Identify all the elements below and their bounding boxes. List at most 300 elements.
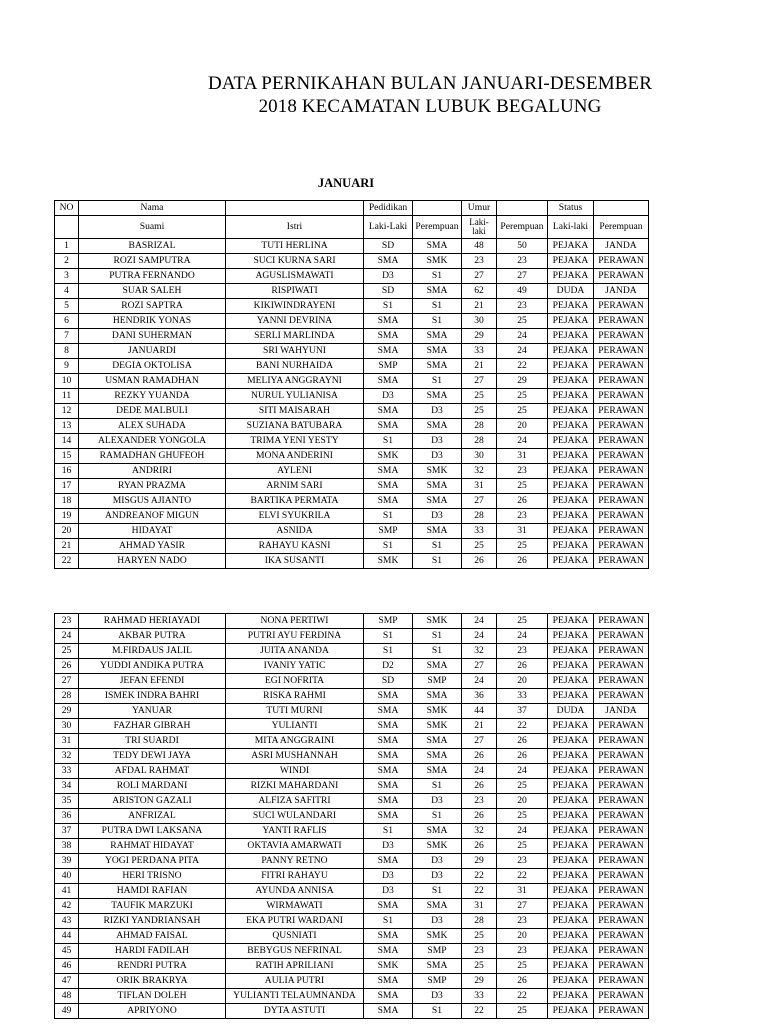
cell-pendidikan-perempuan: S1 <box>413 554 462 569</box>
cell-status-laki: PEJAKA <box>548 884 594 899</box>
cell-status-laki: PEJAKA <box>548 869 594 884</box>
cell-umur-perempuan: 24 <box>497 764 548 779</box>
cell-umur-perempuan: 25 <box>497 839 548 854</box>
cell-status-perempuan: PERAWAN <box>594 479 649 494</box>
cell-status-laki: PEJAKA <box>548 494 594 509</box>
cell-pendidikan-perempuan: S1 <box>413 314 462 329</box>
cell-umur-perempuan: 26 <box>497 749 548 764</box>
cell-umur-laki: 26 <box>462 779 497 794</box>
cell-pendidikan-perempuan: D3 <box>413 794 462 809</box>
table-row <box>55 689 649 704</box>
cell-status-perempuan: PERAWAN <box>594 299 649 314</box>
cell-no: 34 <box>55 779 79 794</box>
cell-no: 46 <box>55 959 79 974</box>
cell-pendidikan-perempuan: SMA <box>413 344 462 359</box>
cell-suami: FAZHAR GIBRAH <box>79 719 226 734</box>
cell-umur-laki: 29 <box>462 974 497 989</box>
cell-no: 27 <box>55 674 79 689</box>
cell-istri: OKTAVIA AMARWATI <box>226 839 364 854</box>
cell-status-perempuan: PERAWAN <box>594 779 649 794</box>
cell-suami: ROZI SAPTRA <box>79 299 226 314</box>
header-pendidikan: Pedidikan <box>364 201 413 216</box>
cell-suami: BASRIZAL <box>79 239 226 254</box>
cell-umur-perempuan: 25 <box>497 404 548 419</box>
cell-status-perempuan: PERAWAN <box>594 329 649 344</box>
cell-status-perempuan: PERAWAN <box>594 269 649 284</box>
cell-no: 35 <box>55 794 79 809</box>
cell-suami: HARDI FADILAH <box>79 944 226 959</box>
cell-status-laki: PEJAKA <box>548 989 594 1004</box>
cell-suami: AFDAL RAHMAT <box>79 764 226 779</box>
cell-umur-laki: 22 <box>462 884 497 899</box>
cell-umur-laki: 21 <box>462 719 497 734</box>
cell-istri: TUTI MURNI <box>226 704 364 719</box>
cell-umur-laki: 22 <box>462 869 497 884</box>
cell-istri: PUTRI AYU FERDINA <box>226 629 364 644</box>
cell-suami: AKBAR PUTRA <box>79 629 226 644</box>
table-row <box>55 404 649 419</box>
cell-pendidikan-laki: SMA <box>364 764 413 779</box>
cell-pendidikan-perempuan: SMP <box>413 974 462 989</box>
cell-no: 42 <box>55 899 79 914</box>
header-istri: Istri <box>226 216 364 239</box>
cell-umur-laki: 32 <box>462 824 497 839</box>
cell-umur-perempuan: 22 <box>497 989 548 1004</box>
cell-pendidikan-perempuan: S1 <box>413 884 462 899</box>
cell-status-perempuan: PERAWAN <box>594 884 649 899</box>
cell-istri: NURUL YULIANISA <box>226 389 364 404</box>
cell-pendidikan-laki: SMA <box>364 254 413 269</box>
cell-suami: PUTRA FERNANDO <box>79 269 226 284</box>
cell-istri: AGUSLISMAWATI <box>226 269 364 284</box>
cell-pendidikan-laki: SD <box>364 674 413 689</box>
table-row <box>55 284 649 299</box>
cell-pendidikan-perempuan: D3 <box>413 509 462 524</box>
cell-istri: SITI MAISARAH <box>226 404 364 419</box>
cell-umur-perempuan: 26 <box>497 554 548 569</box>
month-heading: JANUARI <box>317 176 375 190</box>
cell-status-perempuan: PERAWAN <box>594 899 649 914</box>
cell-suami: ARISTON GAZALI <box>79 794 226 809</box>
cell-istri: QUSNIATI <box>226 929 364 944</box>
cell-suami: HAMDI RAFIAN <box>79 884 226 899</box>
cell-pendidikan-laki: SMA <box>364 314 413 329</box>
table-row <box>55 869 649 884</box>
cell-suami: TAUFIK MARZUKI <box>79 899 226 914</box>
cell-no: 23 <box>55 614 79 629</box>
cell-no: 30 <box>55 719 79 734</box>
cell-pendidikan-laki: SD <box>364 239 413 254</box>
cell-pendidikan-laki: SMA <box>364 689 413 704</box>
cell-istri: WIRMAWATI <box>226 899 364 914</box>
cell-umur-laki: 28 <box>462 509 497 524</box>
cell-suami: PUTRA DWI LAKSANA <box>79 824 226 839</box>
cell-istri: SERLI MARLINDA <box>226 329 364 344</box>
cell-status-laki: PEJAKA <box>548 629 594 644</box>
cell-status-laki: PEJAKA <box>548 239 594 254</box>
cell-pendidikan-perempuan: SMK <box>413 614 462 629</box>
cell-istri: BANI NURHAIDA <box>226 359 364 374</box>
cell-umur-laki: 44 <box>462 704 497 719</box>
table-row <box>55 629 649 644</box>
cell-pendidikan-laki: SMA <box>364 479 413 494</box>
cell-umur-perempuan: 20 <box>497 419 548 434</box>
cell-suami: MISGUS AJIANTO <box>79 494 226 509</box>
cell-pendidikan-laki: SMA <box>364 749 413 764</box>
cell-suami: RYAN PRAZMA <box>79 479 226 494</box>
cell-pendidikan-perempuan: SMA <box>413 764 462 779</box>
table-row <box>55 989 649 1004</box>
table-row <box>55 1004 649 1019</box>
cell-istri: ALFIZA SAFITRI <box>226 794 364 809</box>
cell-pendidikan-laki: SMA <box>364 494 413 509</box>
cell-umur-laki: 32 <box>462 464 497 479</box>
cell-status-laki: PEJAKA <box>548 809 594 824</box>
cell-status-laki: PEJAKA <box>548 719 594 734</box>
cell-pendidikan-laki: SMP <box>364 614 413 629</box>
cell-no: 10 <box>55 374 79 389</box>
cell-pendidikan-perempuan: S1 <box>413 809 462 824</box>
cell-no: 16 <box>55 464 79 479</box>
cell-status-laki: PEJAKA <box>548 539 594 554</box>
header-row-1 <box>55 201 649 216</box>
cell-suami: DANI SUHERMAN <box>79 329 226 344</box>
table-row <box>55 704 649 719</box>
cell-no: 49 <box>55 1004 79 1019</box>
cell-istri: MITA ANGGRAINI <box>226 734 364 749</box>
cell-no: 11 <box>55 389 79 404</box>
cell-umur-perempuan: 24 <box>497 434 548 449</box>
cell-umur-perempuan: 22 <box>497 869 548 884</box>
cell-pendidikan-laki: SMA <box>364 374 413 389</box>
cell-status-perempuan: PERAWAN <box>594 404 649 419</box>
cell-umur-perempuan: 20 <box>497 794 548 809</box>
cell-pendidikan-perempuan: SMA <box>413 959 462 974</box>
cell-umur-laki: 24 <box>462 614 497 629</box>
cell-status-laki: PEJAKA <box>548 299 594 314</box>
cell-umur-perempuan: 25 <box>497 809 548 824</box>
cell-umur-perempuan: 23 <box>497 914 548 929</box>
cell-suami: HERI TRISNO <box>79 869 226 884</box>
cell-status-laki: PEJAKA <box>548 434 594 449</box>
cell-no: 3 <box>55 269 79 284</box>
cell-istri: ASNIDA <box>226 524 364 539</box>
cell-suami: REZKY YUANDA <box>79 389 226 404</box>
cell-status-perempuan: JANDA <box>594 239 649 254</box>
cell-umur-laki: 26 <box>462 554 497 569</box>
cell-umur-laki: 24 <box>462 764 497 779</box>
cell-no: 33 <box>55 764 79 779</box>
cell-pendidikan-laki: D3 <box>364 884 413 899</box>
cell-status-perempuan: PERAWAN <box>594 989 649 1004</box>
cell-umur-perempuan: 27 <box>497 269 548 284</box>
cell-status-laki: PEJAKA <box>548 689 594 704</box>
cell-status-laki: DUDA <box>548 704 594 719</box>
cell-istri: FITRI RAHAYU <box>226 869 364 884</box>
cell-status-laki: PEJAKA <box>548 764 594 779</box>
cell-istri: KIKIWINDRAYENI <box>226 299 364 314</box>
cell-umur-perempuan: 22 <box>497 719 548 734</box>
cell-pendidikan-laki: S1 <box>364 629 413 644</box>
table-row <box>55 344 649 359</box>
cell-umur-laki: 48 <box>462 239 497 254</box>
cell-istri: BARTIKA PERMATA <box>226 494 364 509</box>
cell-istri: YANNI DEVRINA <box>226 314 364 329</box>
cell-pendidikan-perempuan: SMK <box>413 704 462 719</box>
cell-umur-perempuan: 26 <box>497 734 548 749</box>
cell-istri: TUTI HERLINA <box>226 239 364 254</box>
cell-umur-perempuan: 50 <box>497 239 548 254</box>
cell-umur-laki: 23 <box>462 794 497 809</box>
cell-suami: APRIYONO <box>79 1004 226 1019</box>
cell-pendidikan-perempuan: D3 <box>413 854 462 869</box>
cell-pendidikan-perempuan: SMA <box>413 419 462 434</box>
cell-status-perempuan: PERAWAN <box>594 674 649 689</box>
cell-pendidikan-perempuan: SMA <box>413 479 462 494</box>
cell-umur-perempuan: 29 <box>497 374 548 389</box>
cell-no: 38 <box>55 839 79 854</box>
cell-umur-laki: 25 <box>462 929 497 944</box>
cell-status-laki: PEJAKA <box>548 929 594 944</box>
cell-pendidikan-perempuan: S1 <box>413 644 462 659</box>
table-row <box>55 854 649 869</box>
cell-istri: RATIH APRILIANI <box>226 959 364 974</box>
cell-istri: IKA SUSANTI <box>226 554 364 569</box>
cell-umur-laki: 23 <box>462 944 497 959</box>
cell-status-perempuan: PERAWAN <box>594 359 649 374</box>
cell-pendidikan-laki: S1 <box>364 539 413 554</box>
cell-suami: ANDRIRI <box>79 464 226 479</box>
cell-suami: DEGIA OKTOLISA <box>79 359 226 374</box>
cell-pendidikan-laki: SMA <box>364 1004 413 1019</box>
cell-status-laki: PEJAKA <box>548 449 594 464</box>
cell-suami: HENDRIK YONAS <box>79 314 226 329</box>
table-row <box>55 299 649 314</box>
cell-umur-perempuan: 25 <box>497 314 548 329</box>
table-row <box>55 494 649 509</box>
header-status-laki: Laki-laki <box>548 216 594 239</box>
table-row <box>55 509 649 524</box>
cell-suami: JEFAN EFENDI <box>79 674 226 689</box>
cell-pendidikan-perempuan: SMA <box>413 824 462 839</box>
cell-umur-laki: 33 <box>462 989 497 1004</box>
cell-umur-laki: 21 <box>462 359 497 374</box>
cell-pendidikan-laki: SMA <box>364 344 413 359</box>
cell-pendidikan-laki: D3 <box>364 389 413 404</box>
cell-pendidikan-perempuan: S1 <box>413 1004 462 1019</box>
cell-umur-perempuan: 23 <box>497 854 548 869</box>
cell-status-laki: PEJAKA <box>548 944 594 959</box>
cell-no: 6 <box>55 314 79 329</box>
cell-status-laki: PEJAKA <box>548 524 594 539</box>
cell-status-laki: PEJAKA <box>548 1004 594 1019</box>
cell-pendidikan-laki: SMA <box>364 854 413 869</box>
cell-pendidikan-laki: SMA <box>364 929 413 944</box>
table-row <box>55 719 649 734</box>
cell-status-perempuan: PERAWAN <box>594 449 649 464</box>
cell-istri: IVANIY YATIC <box>226 659 364 674</box>
cell-pendidikan-perempuan: SMA <box>413 359 462 374</box>
cell-umur-perempuan: 25 <box>497 389 548 404</box>
table-row <box>55 644 649 659</box>
cell-umur-laki: 27 <box>462 374 497 389</box>
cell-suami: RENDRI PUTRA <box>79 959 226 974</box>
cell-suami: RAHMAD HERIAYADI <box>79 614 226 629</box>
cell-umur-laki: 30 <box>462 314 497 329</box>
cell-suami: M.FIRDAUS JALIL <box>79 644 226 659</box>
cell-umur-perempuan: 24 <box>497 329 548 344</box>
cell-pendidikan-perempuan: SMA <box>413 749 462 764</box>
cell-status-laki: PEJAKA <box>548 269 594 284</box>
table-2-body <box>55 614 649 1019</box>
cell-umur-perempuan: 25 <box>497 1004 548 1019</box>
cell-pendidikan-perempuan: SMA <box>413 494 462 509</box>
cell-umur-laki: 24 <box>462 629 497 644</box>
cell-no: 25 <box>55 644 79 659</box>
cell-pendidikan-laki: D3 <box>364 839 413 854</box>
table-row <box>55 269 649 284</box>
cell-status-perempuan: PERAWAN <box>594 254 649 269</box>
table-row <box>55 914 649 929</box>
cell-istri: MONA ANDERINI <box>226 449 364 464</box>
cell-umur-perempuan: 24 <box>497 824 548 839</box>
cell-istri: RISKA RAHMI <box>226 689 364 704</box>
cell-umur-perempuan: 31 <box>497 884 548 899</box>
table-row <box>55 764 649 779</box>
cell-status-perempuan: PERAWAN <box>594 554 649 569</box>
cell-umur-laki: 28 <box>462 419 497 434</box>
cell-umur-perempuan: 25 <box>497 959 548 974</box>
cell-no: 28 <box>55 689 79 704</box>
cell-no: 32 <box>55 749 79 764</box>
cell-istri: JUITA ANANDA <box>226 644 364 659</box>
table-row <box>55 779 649 794</box>
cell-umur-perempuan: 20 <box>497 929 548 944</box>
cell-status-laki: PEJAKA <box>548 839 594 854</box>
cell-status-perempuan: PERAWAN <box>594 824 649 839</box>
cell-umur-laki: 62 <box>462 284 497 299</box>
cell-status-laki: PEJAKA <box>548 779 594 794</box>
cell-umur-laki: 32 <box>462 644 497 659</box>
cell-umur-perempuan: 24 <box>497 344 548 359</box>
cell-pendidikan-laki: SMA <box>364 974 413 989</box>
cell-status-laki: PEJAKA <box>548 674 594 689</box>
cell-suami: ORIK BRAKRYA <box>79 974 226 989</box>
cell-pendidikan-perempuan: S1 <box>413 269 462 284</box>
cell-no: 8 <box>55 344 79 359</box>
cell-istri: TRIMA YENI YESTY <box>226 434 364 449</box>
cell-istri: DYTA ASTUTI <box>226 1004 364 1019</box>
cell-umur-perempuan: 49 <box>497 284 548 299</box>
table-row <box>55 434 649 449</box>
cell-umur-perempuan: 31 <box>497 524 548 539</box>
cell-umur-laki: 26 <box>462 839 497 854</box>
table-row <box>55 659 649 674</box>
cell-pendidikan-perempuan: SMK <box>413 719 462 734</box>
cell-status-perempuan: PERAWAN <box>594 764 649 779</box>
cell-istri: SUCI WULANDARI <box>226 809 364 824</box>
cell-istri: YULIANTI TELAUMNANDA <box>226 989 364 1004</box>
cell-suami: DEDE MALBULI <box>79 404 226 419</box>
cell-istri: AULIA PUTRI <box>226 974 364 989</box>
table-row <box>55 539 649 554</box>
cell-pendidikan-perempuan: SMA <box>413 239 462 254</box>
cell-istri: NONA PERTIWI <box>226 614 364 629</box>
cell-istri: EKA PUTRI WARDANI <box>226 914 364 929</box>
cell-status-perempuan: PERAWAN <box>594 719 649 734</box>
table-row <box>55 929 649 944</box>
cell-istri: BEBYGUS NEFRINAL <box>226 944 364 959</box>
title-line-2: 2018 KECAMATAN LUBUK BEGALUNG <box>258 96 602 117</box>
cell-istri: ASRI MUSHANNAH <box>226 749 364 764</box>
cell-umur-laki: 24 <box>462 674 497 689</box>
table-row <box>55 839 649 854</box>
cell-status-perempuan: PERAWAN <box>594 854 649 869</box>
header-blank <box>594 201 649 216</box>
cell-status-perempuan: PERAWAN <box>594 434 649 449</box>
cell-no: 37 <box>55 824 79 839</box>
cell-no: 26 <box>55 659 79 674</box>
cell-pendidikan-perempuan: SMA <box>413 899 462 914</box>
cell-no: 41 <box>55 884 79 899</box>
cell-pendidikan-perempuan: SMA <box>413 284 462 299</box>
cell-umur-laki: 25 <box>462 404 497 419</box>
cell-istri: SUZIANA BATUBARA <box>226 419 364 434</box>
table-row <box>55 674 649 689</box>
cell-pendidikan-laki: S1 <box>364 914 413 929</box>
cell-no: 17 <box>55 479 79 494</box>
cell-no: 18 <box>55 494 79 509</box>
cell-no: 1 <box>55 239 79 254</box>
cell-no: 36 <box>55 809 79 824</box>
cell-pendidikan-laki: SMA <box>364 794 413 809</box>
cell-status-perempuan: PERAWAN <box>594 644 649 659</box>
cell-no: 15 <box>55 449 79 464</box>
header-pendidikan-laki: Laki-Laki <box>364 216 413 239</box>
cell-suami: TEDY DEWI JAYA <box>79 749 226 764</box>
cell-pendidikan-laki: SMA <box>364 989 413 1004</box>
cell-status-laki: PEJAKA <box>548 314 594 329</box>
cell-pendidikan-perempuan: S1 <box>413 629 462 644</box>
cell-istri: SRI WAHYUNI <box>226 344 364 359</box>
cell-pendidikan-perempuan: SMA <box>413 659 462 674</box>
cell-suami: YOGI PERDANA PITA <box>79 854 226 869</box>
cell-suami: USMAN RAMADHAN <box>79 374 226 389</box>
cell-pendidikan-laki: SMA <box>364 809 413 824</box>
cell-pendidikan-perempuan: SMK <box>413 839 462 854</box>
cell-pendidikan-laki: D3 <box>364 269 413 284</box>
cell-status-perempuan: PERAWAN <box>594 509 649 524</box>
cell-umur-perempuan: 23 <box>497 254 548 269</box>
table-row <box>55 254 649 269</box>
cell-status-laki: PEJAKA <box>548 404 594 419</box>
cell-status-laki: PEJAKA <box>548 914 594 929</box>
header-pendidikan-perempuan: Perempuan <box>413 216 462 239</box>
cell-status-laki: PEJAKA <box>548 644 594 659</box>
cell-istri: MELIYA ANGGRAYNI <box>226 374 364 389</box>
cell-suami: ALEXANDER YONGOLA <box>79 434 226 449</box>
cell-pendidikan-perempuan: D3 <box>413 449 462 464</box>
cell-status-laki: PEJAKA <box>548 659 594 674</box>
table-row <box>55 449 649 464</box>
cell-umur-perempuan: 33 <box>497 689 548 704</box>
cell-pendidikan-laki: D2 <box>364 659 413 674</box>
cell-umur-perempuan: 23 <box>497 509 548 524</box>
cell-suami: ANFRIZAL <box>79 809 226 824</box>
cell-status-laki: PEJAKA <box>548 479 594 494</box>
cell-status-laki: PEJAKA <box>548 974 594 989</box>
table-row <box>55 314 649 329</box>
